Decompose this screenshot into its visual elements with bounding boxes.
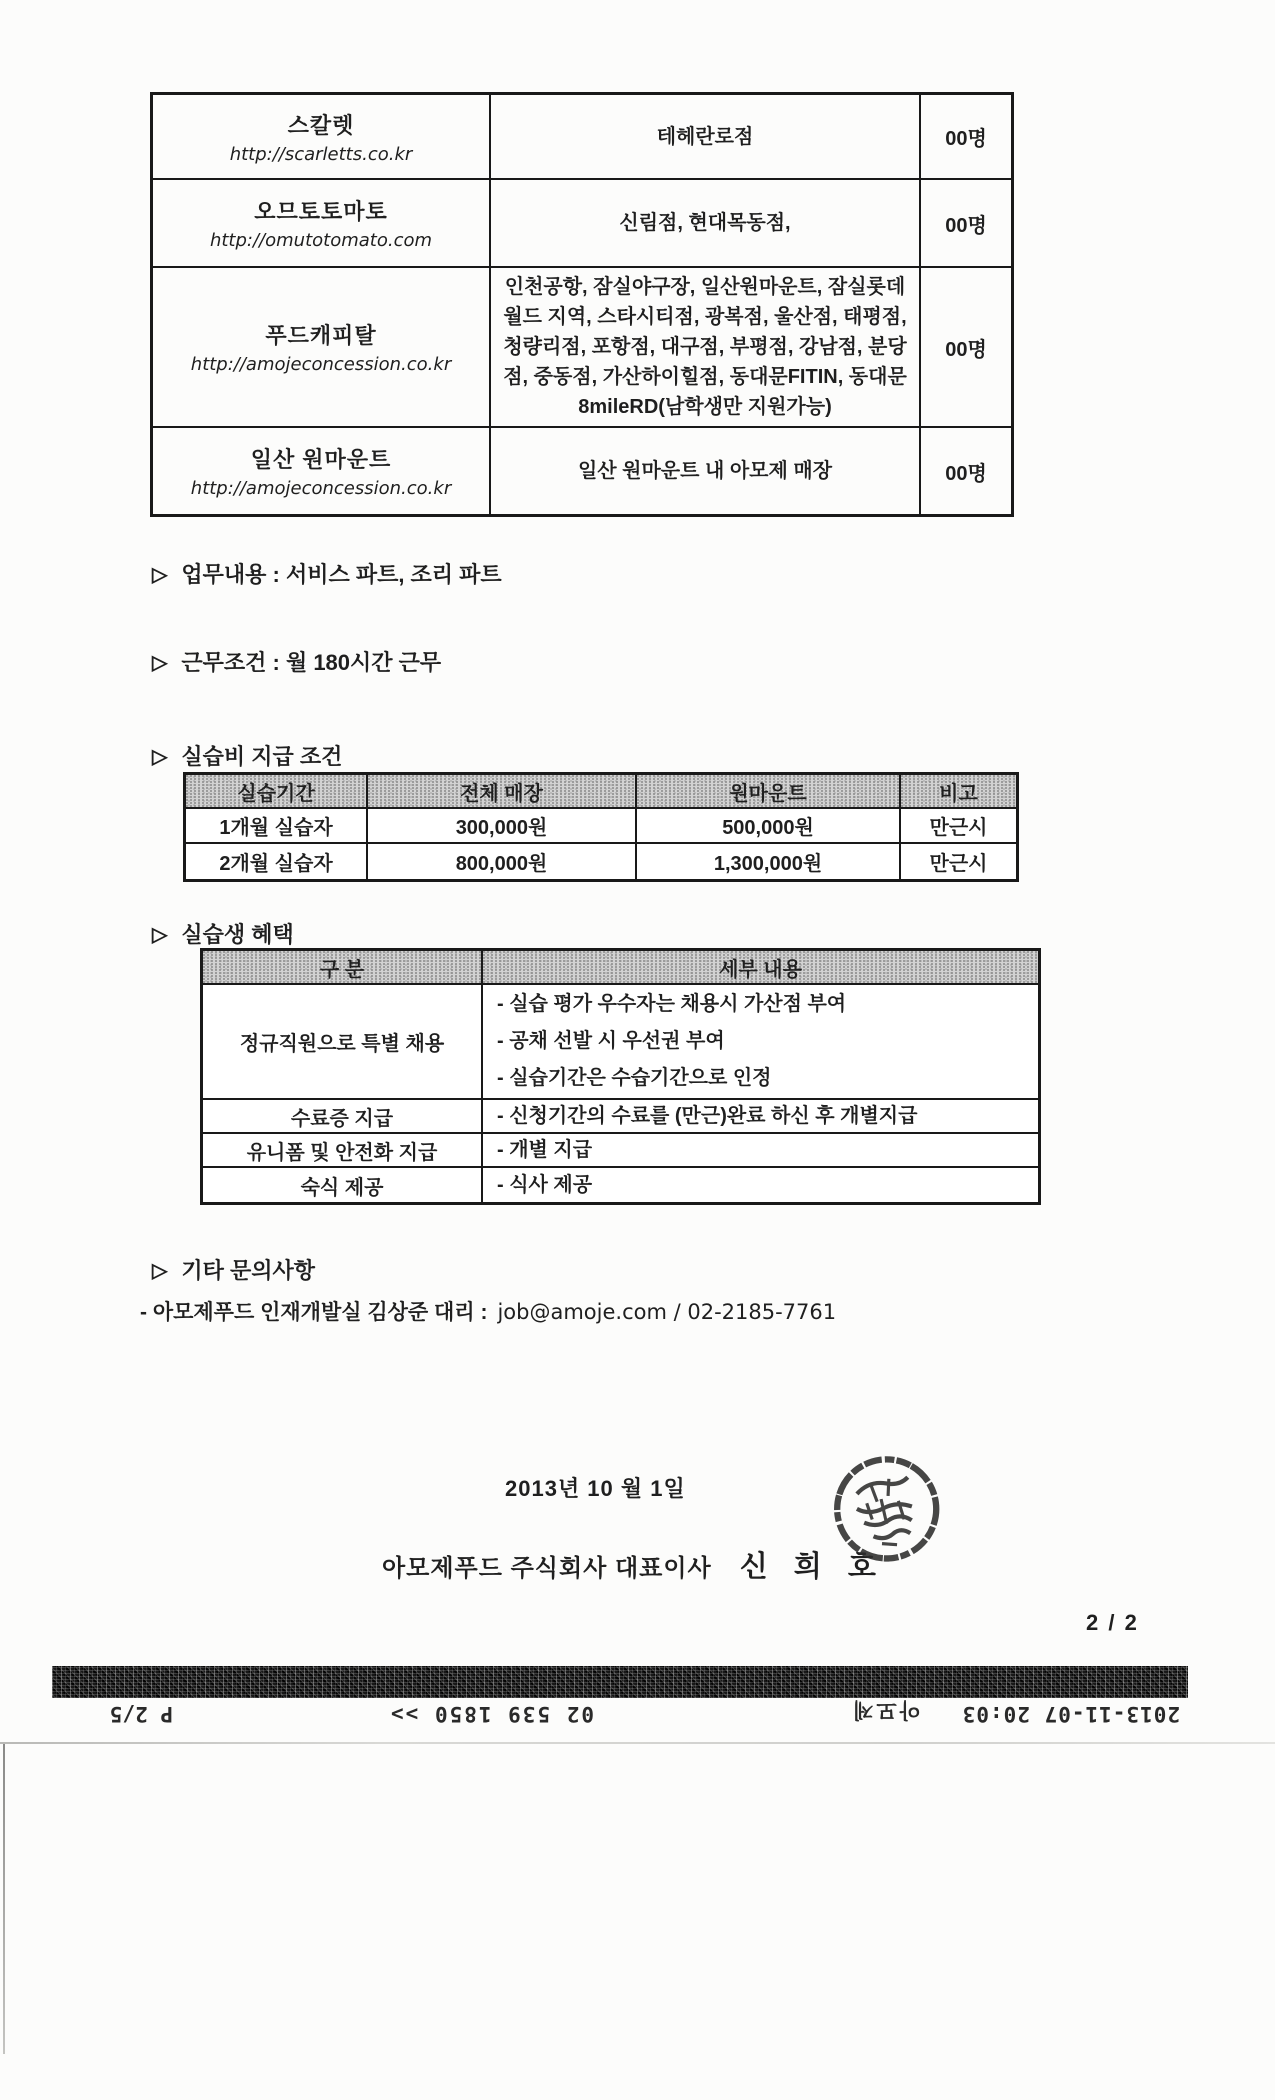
company-title: 아모제푸드 주식회사 대표이사	[382, 1555, 712, 1582]
table-cell-locations	[491, 180, 921, 268]
section-contact-title-text: 기타 문의사항	[181, 1258, 316, 1283]
table-cell: 만근시	[901, 809, 1016, 844]
fax-header-upside-down	[35, 1698, 1185, 1728]
table-cell: 1개월 실습자	[186, 809, 368, 844]
count-text: 00명	[945, 338, 987, 361]
table-cell-count	[921, 428, 1011, 514]
count-text: 00명	[945, 128, 987, 150]
table-cell: 1,300,000원	[637, 844, 901, 879]
triangle-bullet-icon: ▷	[152, 1260, 168, 1282]
table-cell: 800,000원	[368, 844, 637, 879]
detail-line: - 신청기간의 수료를 (만근)완료 하신 후 개별지급	[497, 1104, 918, 1127]
locations-text: 일산 원마운트 내 아모제 매장	[577, 460, 833, 482]
contact-email-phone: job@amoje.com / 02-2185-7761	[497, 1300, 837, 1324]
fax-page-indicator: P 2/5	[109, 1702, 173, 1726]
table-cell-locations	[491, 95, 921, 180]
locations-text: 테헤란로점	[656, 125, 754, 148]
locations-text: 인천공항, 잠실야구장, 일산원마운트, 잠실롯데월드 지역, 스타시티점, 광복점, 울산점, 태평점, 청량리점, 포항점, 대구점, 부평점, 강남점, 분당점, 중동점, 가산하이힐점, 동대문FITIN, 동대문 8mileRD(남학생만 지원가능)	[503, 276, 907, 418]
table-cell-count	[921, 95, 1011, 180]
triangle-bullet-icon: ▷	[152, 564, 168, 586]
brand-url: http://amojeconcession.co.kr	[190, 478, 452, 499]
table-cell-count	[921, 268, 1011, 428]
detail-line: - 실습기간은 수습기간으로 인정	[497, 1067, 772, 1089]
table-cell-brand	[153, 268, 491, 428]
locations-text: 신림점, 현대목동점,	[619, 212, 791, 234]
brand-url: http://omutotomato.com	[209, 230, 433, 251]
brand-name: 일산 원마운트	[250, 447, 392, 472]
benefit-label: 숙식 제공	[203, 1168, 483, 1202]
column-header: 비고	[901, 775, 1016, 809]
table-cell-locations	[491, 268, 921, 428]
table-cell-locations	[491, 428, 921, 514]
benefits-table	[200, 948, 1041, 1205]
benefit-details	[483, 985, 1038, 1100]
benefit-details	[483, 1134, 1038, 1168]
table-cell: 300,000원	[368, 809, 637, 844]
page-number: 2 / 2	[1086, 1610, 1139, 1635]
column-header: 세부 내용	[483, 951, 1038, 985]
section-pay-title-text: 실습비 지급 조건	[181, 744, 343, 769]
column-header: 구 분	[203, 951, 483, 985]
section-benefits-title	[152, 918, 294, 949]
brand-name: 푸드캐피탈	[265, 323, 377, 348]
benefit-label: 유니폼 및 안전화 지급	[203, 1134, 483, 1168]
brand-url: http://scarletts.co.kr	[229, 143, 413, 165]
brand-name: 오므토토마토	[254, 199, 388, 224]
triangle-bullet-icon: ▷	[152, 652, 168, 674]
scan-noise-strip	[52, 1666, 1188, 1698]
section-work	[152, 558, 502, 589]
table-cell-brand	[153, 180, 491, 268]
detail-line: - 개별 지급	[497, 1138, 593, 1161]
table-cell: 만근시	[929, 853, 988, 875]
contact-line	[140, 1296, 836, 1326]
contact-prefix: - 아모제푸드 인재개발실 김상준 대리 :	[140, 1301, 488, 1324]
benefit-details	[483, 1168, 1038, 1202]
section-work-text: 업무내용 : 서비스 파트, 조리 파트	[181, 562, 502, 587]
brand-url: http://amojeconcession.co.kr	[190, 354, 452, 375]
count-text: 00명	[945, 462, 987, 485]
ceo-name: 신 희 호	[739, 1551, 885, 1583]
column-header: 원마운트	[637, 775, 901, 809]
table-cell-brand	[153, 428, 491, 514]
fax-datetime: 2013-11-07 20:03	[961, 1702, 1180, 1726]
scan-page-edge-line	[0, 1742, 1275, 1744]
column-header: 실습기간	[186, 775, 368, 809]
section-hours	[152, 646, 441, 677]
section-pay-title	[152, 740, 342, 771]
fax-sender: 아모제	[850, 1698, 920, 1721]
table-cell: 500,000원	[637, 809, 901, 844]
brands-table	[150, 92, 1014, 517]
benefit-label: 수료증 지급	[203, 1100, 483, 1134]
triangle-bullet-icon: ▷	[152, 746, 168, 768]
section-hours-text: 근무조건 : 월 180시간 근무	[181, 650, 442, 675]
column-header: 전체 매장	[368, 775, 637, 809]
section-benefits-title-text: 실습생 혜택	[181, 922, 294, 947]
pay-conditions-table	[183, 772, 1019, 882]
detail-line: - 식사 제공	[497, 1173, 593, 1196]
benefit-label: 정규직원으로 특별 채용	[203, 985, 483, 1100]
triangle-bullet-icon: ▷	[152, 924, 168, 946]
table-cell: 2개월 실습자	[186, 844, 368, 879]
table-cell-count	[921, 180, 1011, 268]
document-date: 2013년 10 월 1일	[505, 1476, 686, 1501]
count-text: 00명	[945, 214, 987, 237]
benefit-details	[483, 1100, 1038, 1134]
scan-left-edge-line	[3, 1744, 5, 2054]
signature-line	[382, 1544, 885, 1585]
corporate-seal-stamp-icon	[820, 1444, 953, 1577]
detail-line: - 공채 선발 시 우선권 부여	[497, 1030, 725, 1052]
table-cell-brand	[153, 95, 491, 180]
section-contact-title	[152, 1254, 315, 1285]
brand-name: 스칼렛	[287, 112, 355, 138]
fax-phone-number: 02 539 1850 >>	[388, 1702, 594, 1726]
detail-line: - 실습 평가 우수자는 채용시 가산점 부여	[497, 993, 847, 1015]
